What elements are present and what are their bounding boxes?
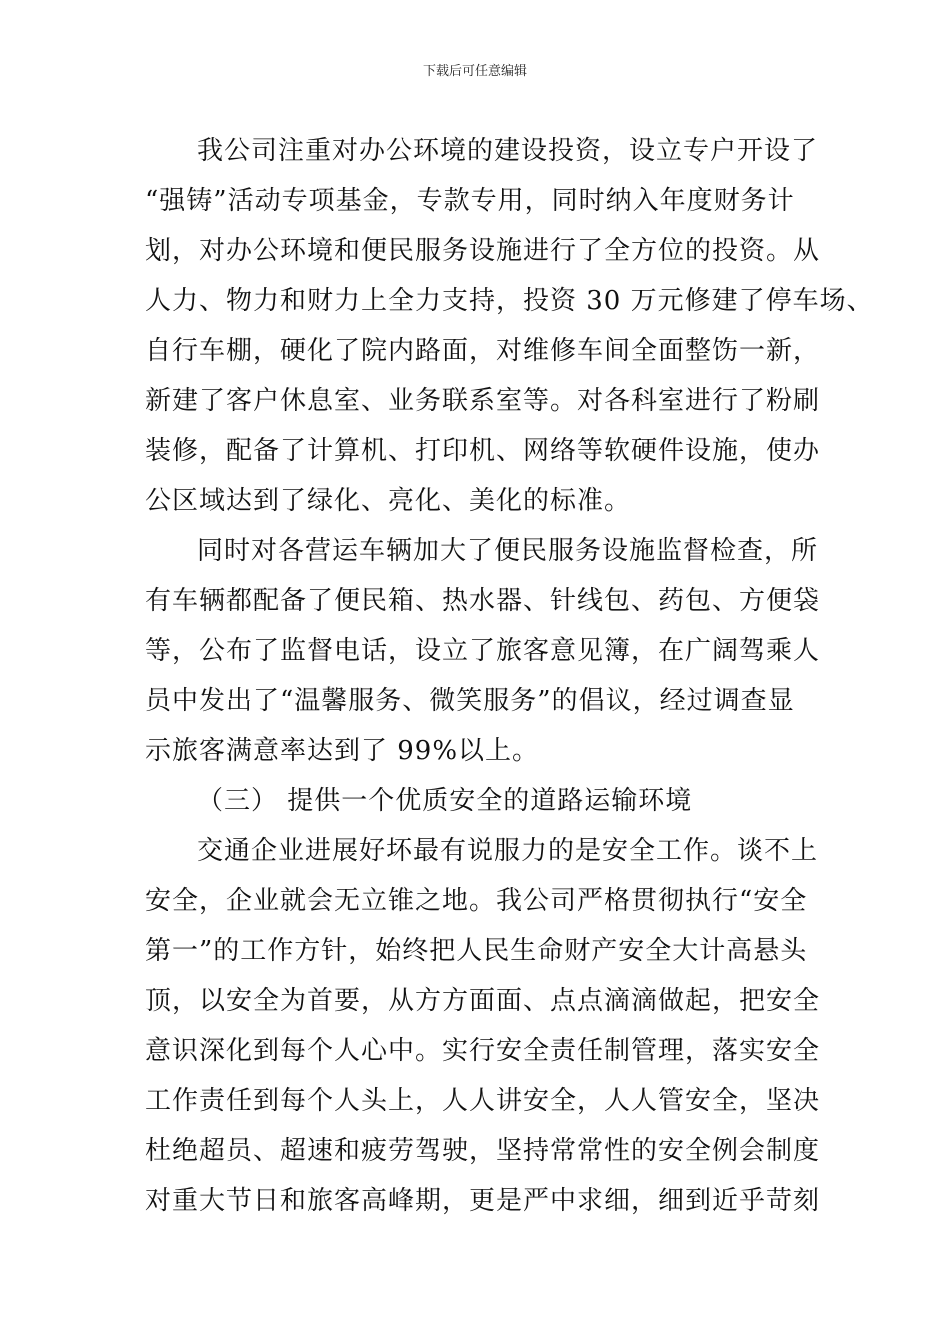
- text-line: 划，对办公环境和便民服务设施进行了全方位的投资。从: [145, 236, 821, 266]
- text-line: 我公司注重对办公环境的建设投资，设立专户开设了: [197, 136, 819, 166]
- text-line: 杜绝超员、超速和疲劳驾驶，坚持常常性的安全例会制度: [145, 1136, 821, 1166]
- text-line: 等，公布了监督电话，设立了旅客意见簿，在广阔驾乘人: [145, 636, 821, 666]
- text-line: 新建了客户休息室、业务联系室等。对各科室进行了粉刷: [145, 386, 821, 416]
- paragraph-office-investment: [145, 126, 874, 526]
- section-heading: [145, 776, 825, 826]
- paragraph-vehicle-facilities: [145, 526, 825, 776]
- text-line: 装修，配备了计算机、打印机、网络等软硬件设施，使办: [145, 436, 821, 466]
- text-line: 交通企业进展好坏最有说服力的是安全工作。谈不上: [197, 836, 819, 866]
- paragraph-safety-work: [145, 826, 825, 1226]
- text-line: 对重大节日和旅客高峰期，更是严中求细，细到近乎苛刻: [145, 1186, 821, 1216]
- text-line: 第一”的工作方针，始终把人民生命财产安全大计高悬头: [145, 936, 808, 966]
- text-line: 示旅客满意率达到了 99%以上。: [145, 736, 540, 766]
- text-line: 安全，企业就会无立锥之地。我公司严格贯彻执行“安全: [145, 886, 808, 916]
- document-body: [145, 126, 874, 1226]
- text-line: 同时对各营运车辆加大了便民服务设施监督检查，所: [197, 536, 819, 566]
- text-line: 公区域达到了绿化、亮化、美化的标准。: [145, 486, 632, 516]
- text-line: 自行车棚，硬化了院内路面，对维修车间全面整饬一新，: [145, 336, 821, 366]
- page-header: 下载后可任意编辑: [422, 64, 527, 79]
- text-line: 人力、物力和财力上全力支持，投资 30 万元修建了停车场、: [145, 286, 874, 316]
- text-line: 意识深化到每个人心中。实行安全责任制管理，落实安全: [145, 1036, 821, 1066]
- text-line: 顶，以安全为首要，从方方面面、点点滴滴做起，把安全: [145, 986, 821, 1016]
- section-heading-text: （三） 提供一个优质安全的道路运输环境: [197, 786, 693, 816]
- text-line: 工作责任到每个人头上，人人讲安全，人人管安全，坚决: [145, 1086, 821, 1116]
- text-line: 员中发出了“温馨服务、微笑服务”的倡议，经过调查显: [145, 686, 795, 716]
- text-line: “强铸”活动专项基金，专款专用，同时纳入年度财务计: [145, 186, 795, 216]
- text-line: 有车辆都配备了便民箱、热水器、针线包、药包、方便袋: [145, 586, 821, 616]
